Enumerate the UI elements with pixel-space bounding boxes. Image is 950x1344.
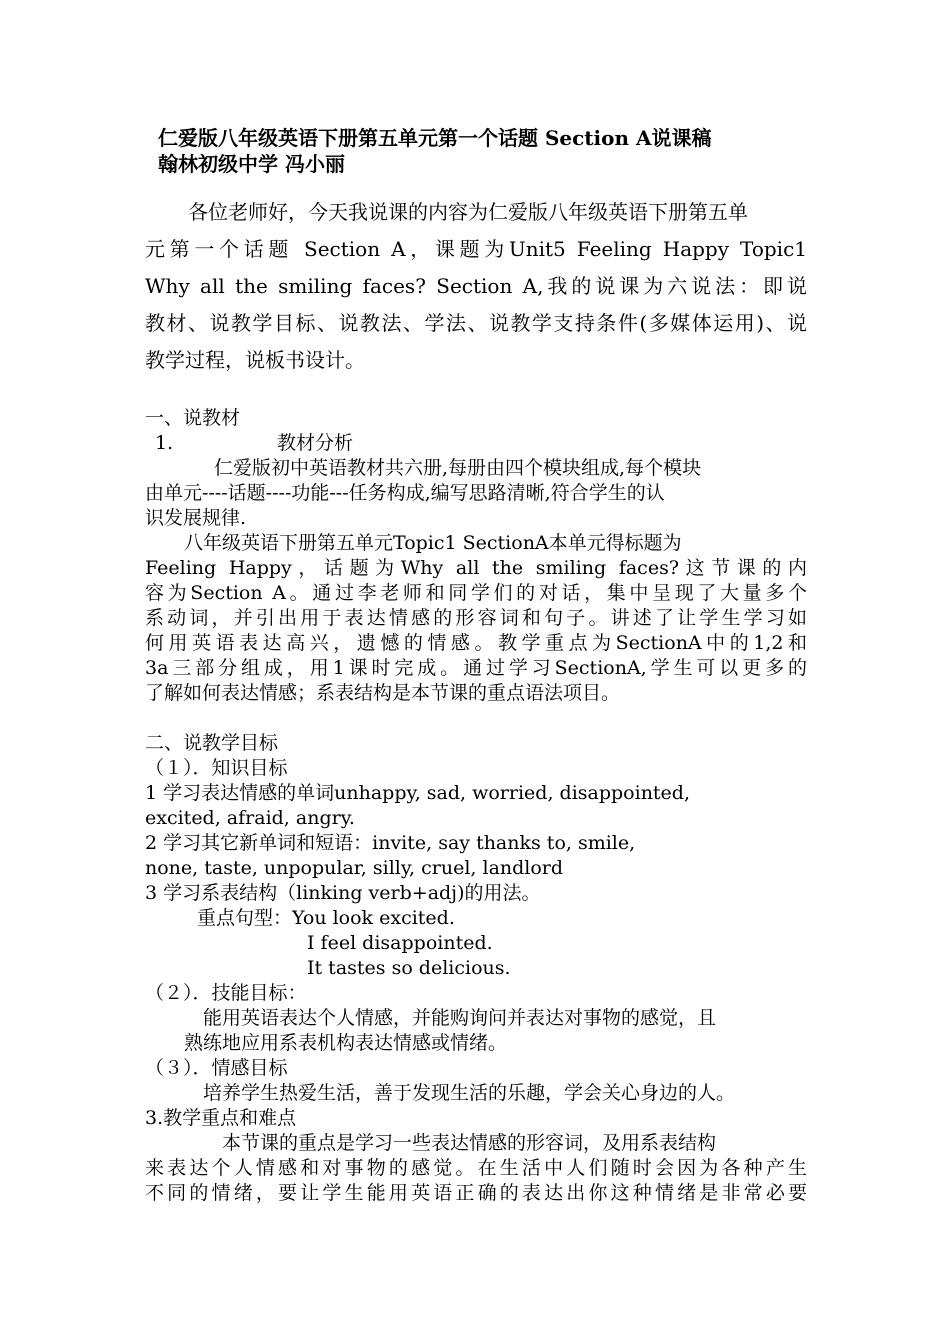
sub1-title: 教材分析 (277, 432, 354, 454)
para2-line-3: 容为Section A。通过李老师和同学们的对话，集中呈现了大量多个 (145, 582, 807, 604)
emotion-line: 培养学生热爱生活，善于发现生活的乐趣，学会关心身边的人。 (203, 1082, 736, 1104)
intro-line-1: 各位老师好，今天我说课的内容为仁爱版八年级英语下册第五单 (188, 200, 748, 224)
para1-line-2: 由单元----话题----功能---任务构成,编写思路清晰,符合学生的认 (145, 482, 665, 504)
para2-line-5: 何用英语表达高兴，遗憾的情感。教学重点为SectionA中的1,2和 (145, 632, 807, 654)
knowledge-line-5: 3 学习系表结构（linking verb+adj)的用法。 (145, 882, 541, 904)
knowledge-line-4: none, taste, unpopular, silly, cruel, landlord (145, 857, 564, 879)
intro-line-3: Why all the smiling faces? Section A,我的说课为六说法：即说 (145, 274, 807, 298)
section3-heading: 3.教学重点和难点 (145, 1107, 297, 1129)
section2-heading: 二、说教学目标 (145, 732, 279, 754)
para2-line-4: 系动词，并引出用于表达情感的形容词和句子。讲述了让学生学习如 (145, 607, 807, 629)
knowledge-line-3: 2 学习其它新单词和短语：invite, say thanks to, smile, (145, 832, 636, 854)
para2-line-1: 八年级英语下册第五单元Topic1 SectionA本单元得标题为 (184, 532, 682, 554)
section3-line-2: 来表达个人情感和对事物的感觉。在生活中人们随时会因为各种产生 (145, 1157, 807, 1179)
sub1-number: 1. (155, 432, 174, 454)
key-sentence-label: 重点句型：You look excited. (197, 907, 455, 929)
intro-line-2: 元第一个话题 Section A，课题为Unit5 Feeling Happy Topic1 (145, 237, 807, 261)
section3-line-1: 本节课的重点是学习一些表达情感的形容词，及用系表结构 (222, 1132, 717, 1154)
knowledge-heading: （１）．知识目标 (145, 757, 288, 779)
knowledge-line-1: 1 学习表达情感的单词unhappy, sad, worried, disappointed, (145, 782, 691, 804)
para2-line-7: 了解如何表达情感；系表结构是本节课的重点语法项目。 (145, 682, 621, 704)
para2-line-6: 3a三部分组成，用1课时完成。通过学习SectionA,学生可以更多的 (145, 657, 807, 679)
skill-line-1: 能用英语表达个人情感，并能购询问并表达对事物的感觉，且 (203, 1007, 717, 1029)
document-title: 仁爱版八年级英语下册第五单元第一个话题 Section A说课稿 (158, 126, 712, 150)
knowledge-line-2: excited, afraid, angry. (145, 807, 355, 829)
para1-line-1: 仁爱版初中英语教材共六册,每册由四个模块组成,每个模块 (214, 457, 702, 479)
para1-line-3: 识发展规律. (145, 507, 247, 529)
author-line: 翰林初级中学 冯小丽 (158, 152, 345, 176)
para2-line-2: Feeling Happy，话题为Why all the smiling faces?这节课的内 (145, 557, 807, 579)
key-sentence-2: I feel disappointed. (307, 932, 493, 954)
key-sentence-3: It tastes so delicious. (307, 957, 511, 979)
emotion-heading: （３）．情感目标 (145, 1057, 288, 1079)
skill-heading: （２）．技能目标： (145, 982, 307, 1004)
intro-line-4: 教材、说教学目标、说教法、学法、说教学支持条件(多媒体运用)、说 (145, 311, 807, 335)
skill-line-2: 熟练地应用系表机构表达情感或情绪。 (184, 1032, 508, 1054)
intro-line-5: 教学过程，说板书设计。 (145, 348, 365, 372)
section1-heading: 一、说教材 (145, 407, 241, 429)
section3-line-3: 不同的情绪，要让学生能用英语正确的表达出你这种情绪是非常必要 (145, 1182, 807, 1204)
